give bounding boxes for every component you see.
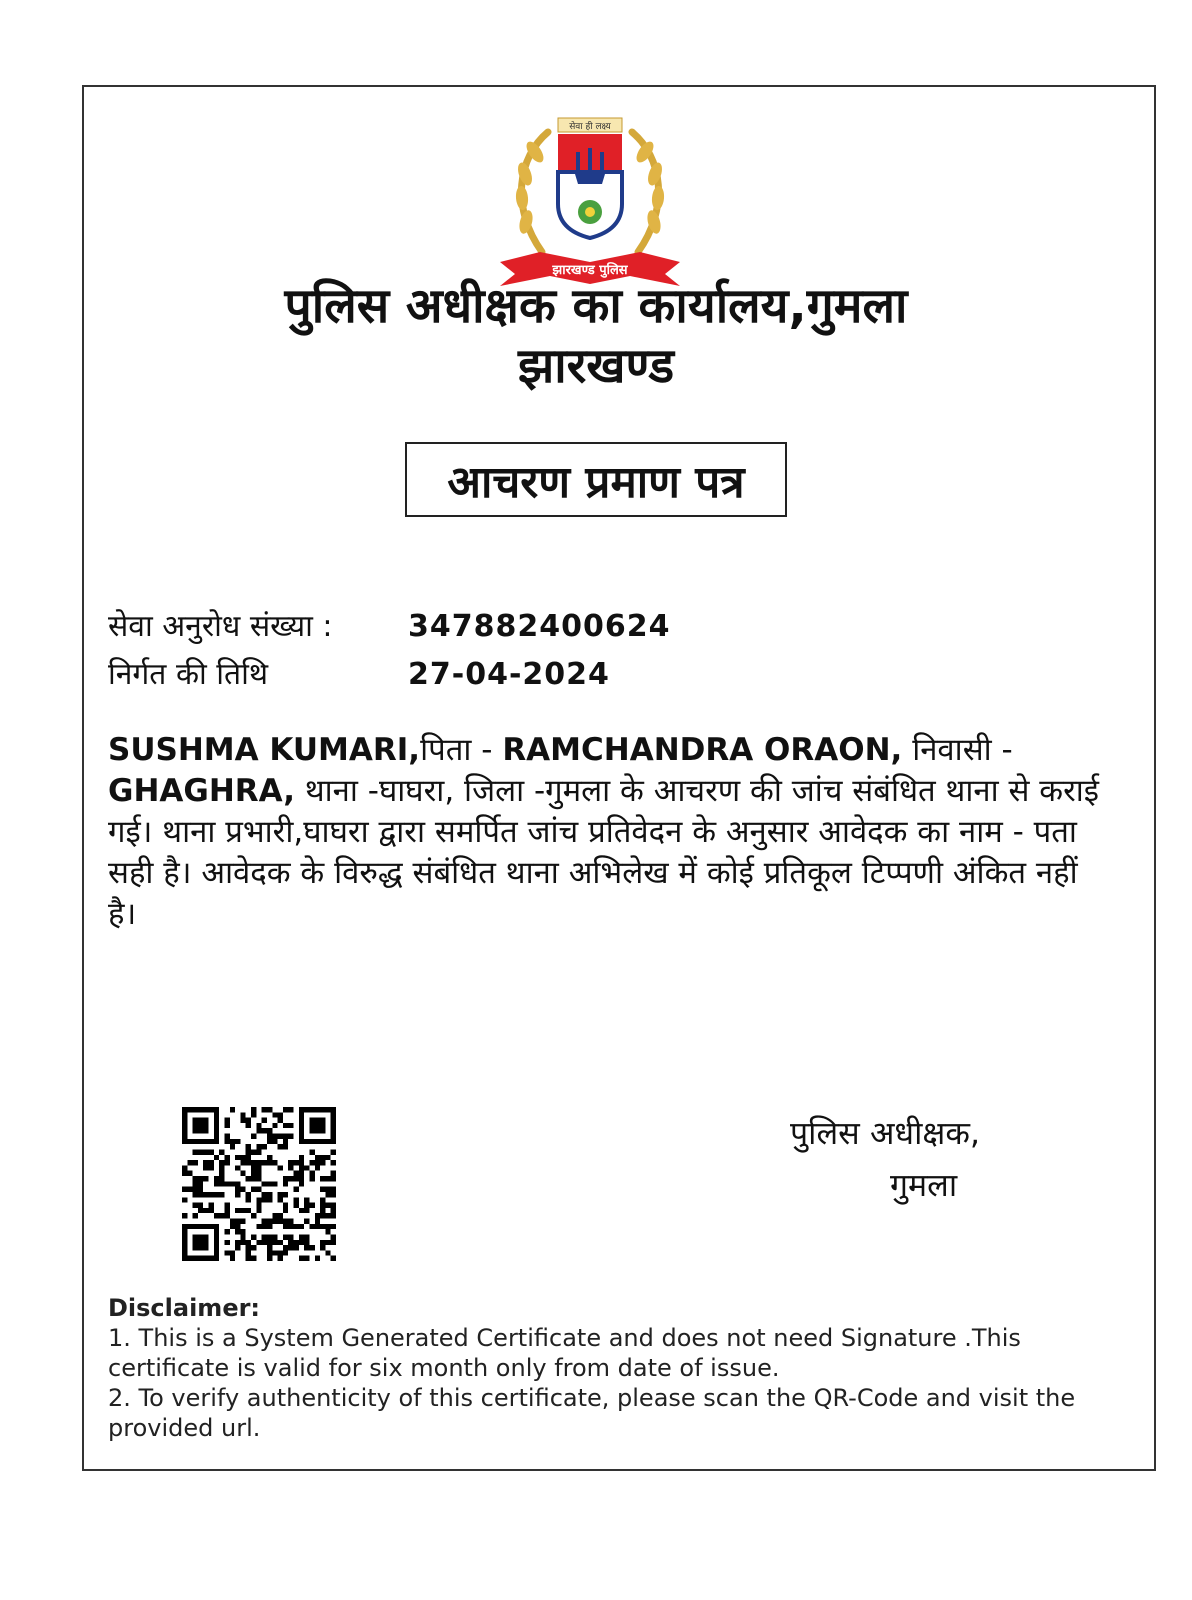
state-title: झारखण्ड <box>517 338 675 394</box>
father-name: RAMCHANDRA ORAON, <box>502 732 903 768</box>
certificate-title <box>405 442 787 517</box>
signatory-city: गुमला <box>890 1166 958 1204</box>
disclaimer <box>108 1293 1108 1443</box>
body-rest: थाना -घाघरा, जिला -गुमला के आचरण की जांच संबंधित थाना से कराई गई। थाना प्रभारी,घाघरा द्वारा समर्पित जांच प्रतिवेदन के अनुसार आवेदक का नाम - पता सही है। आवेदक के विरुद्ध संबंधित थाना अभिलेख में कोई प्रतिकूल टिप्पणी अंकित नहीं है। <box>108 773 1100 932</box>
emblem-motto: सेवा ही लक्ष्य <box>569 122 611 132</box>
signatory-title: पुलिस अधीक्षक, <box>790 1114 981 1152</box>
request-number-row <box>108 607 671 647</box>
applicant-name: SUSHMA KUMARI, <box>108 732 421 768</box>
resident-label: निवासी - <box>902 732 1013 768</box>
father-label: पिता - <box>420 732 503 768</box>
issue-date-value: 27-04-2024 <box>408 657 610 692</box>
village-name: GHAGHRA, <box>108 773 295 809</box>
issue-date-label: निर्गत की तिथि <box>108 657 269 692</box>
certificate-body <box>108 730 1108 935</box>
disclaimer-line-1: 1. This is a System Generated Certificate and does not need Signature .This certificate is valid for six month only from date of issue. <box>108 1324 1021 1382</box>
emblem-ribbon: झारखण्ड पुलिस <box>552 263 628 278</box>
disclaimer-heading: Disclaimer: <box>108 1294 261 1322</box>
request-number-value: 347882400624 <box>408 609 671 644</box>
signatory <box>790 1107 980 1211</box>
certificate-title-text: आचरण प्रमाण पत्र <box>447 456 745 508</box>
issue-date-row <box>108 655 610 695</box>
request-number-label: सेवा अनुरोध संख्या : <box>108 609 333 644</box>
disclaimer-line-2: 2. To verify authenticity of this certificate, please scan the QR-Code and visit the provided url. <box>108 1384 1076 1442</box>
qr-code-icon[interactable] <box>182 1107 336 1261</box>
jharkhand-police-emblem-icon <box>480 112 700 292</box>
office-title: पुलिस अधीक्षक का कार्यालय,गुमला <box>284 278 908 334</box>
